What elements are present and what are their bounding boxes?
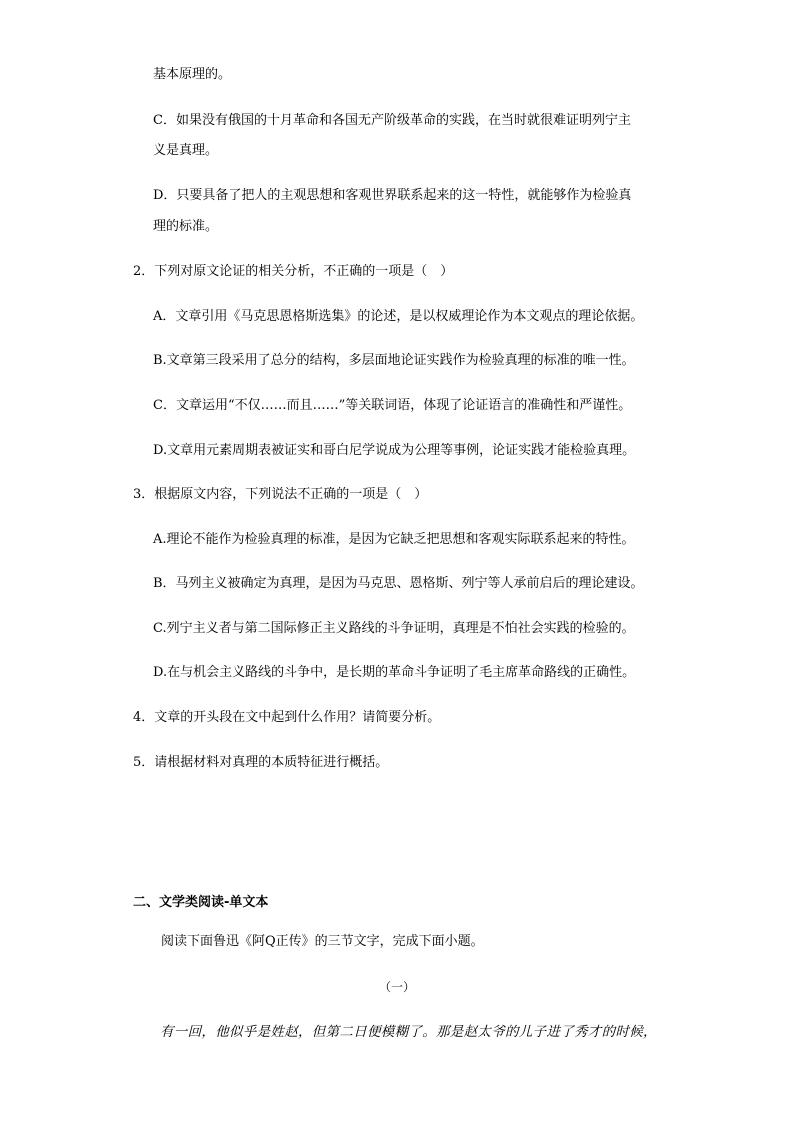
q1-option-c-line2: 义是真理。 [153,143,219,158]
q3-option-a: A.理论不能作为检验真理的标准，是因为它缺乏把思想和客观实际联系起来的特性。 [153,532,635,547]
section-2-title: 二、文学类阅读-单文本 [133,895,269,910]
question-4: 4．文章的开头段在文中起到什么作用？请简要分析。 [133,710,441,725]
q3-stem: 3．根据原文内容，下列说法不正确的一项是（ ） [133,487,428,502]
passage-text: 有一回，他似乎是姓赵，但第二日便模糊了。那是赵太爷的儿子进了秀才的时候， [160,1024,657,1040]
q2-option-c: C．文章运用“不仅……而且……”等关联词语，体现了论证语言的准确性和严谨性。 [153,398,632,413]
q1-option-d-line1: D．只要具备了把人的主观思想和客观世界联系起来的这一特性，就能够作为检验真 [153,188,632,203]
q3-option-c: C.列宁主义者与第二国际修正主义路线的斗争证明，真理是不怕社会实践的检验的。 [153,621,635,636]
section-2-intro: 阅读下面鲁迅《阿Q正传》的三节文字，完成下面小题。 [161,934,484,949]
q2-option-d: D.文章用元素周期表被证实和哥白尼学说成为公理等事例，论证实践才能检验真理。 [153,443,636,458]
q2-option-a: A．文章引用《马克思恩格斯选集》的论述，是以权威理论作为本文观点的理论依据。 [153,309,644,324]
q1-option-d-line2: 理的标准。 [153,219,219,234]
passage-part-label: （一） [378,980,415,994]
q2-option-b: B.文章第三段采用了总分的结构，多层面地论证实践作为检验真理的标准的唯一性。 [153,353,635,368]
q3-option-d: D.在与机会主义路线的斗争中，是长期的革命斗争证明了毛主席革命路线的正确性。 [153,665,636,680]
q1-option-c-line1: C．如果没有俄国的十月革命和各国无产阶级革命的实践，在当时就很难证明列宁主 [153,113,631,128]
question-5: 5．请根据材料对真理的本质特征进行概括。 [133,755,389,770]
q1-tail-text: 基本原理的。 [153,67,232,82]
q3-option-b: B．马列主义被确定为真理，是因为马克思、恩格斯、列宁等人承前启后的理论建设。 [153,576,644,591]
q2-stem: 2．下列对原文论证的相关分析，不正确的一项是（ ） [133,264,454,279]
